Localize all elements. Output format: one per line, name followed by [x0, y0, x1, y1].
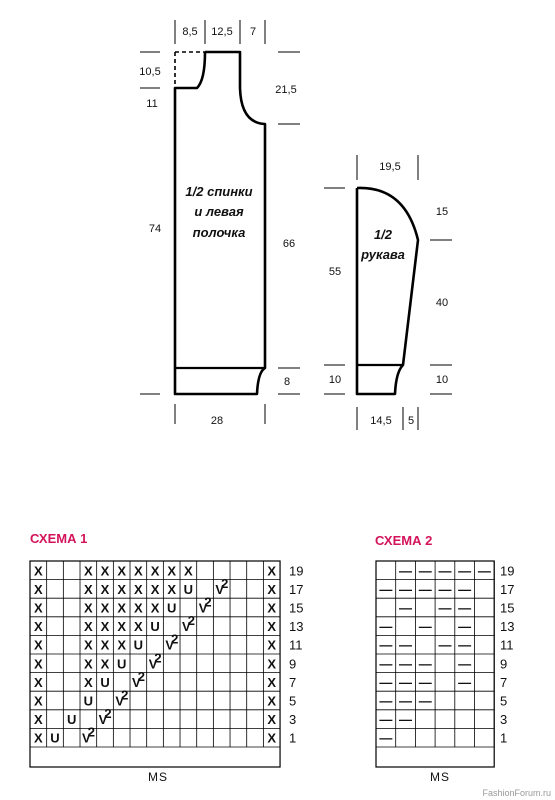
scheme1-row-number: 15: [289, 600, 304, 616]
scheme2-symbol: —: [379, 674, 393, 690]
sleeve-bottom-dim-1: 14,5: [370, 415, 392, 427]
scheme1-symbol: X: [117, 600, 127, 616]
scheme1-symbol: X: [100, 581, 110, 597]
sleeve-dim-left-bottom: 10: [328, 374, 342, 386]
scheme1-footer: MS: [148, 770, 168, 784]
scheme2-chart: [376, 561, 494, 767]
scheme1-symbol-sup: 2: [171, 631, 179, 647]
scheme1-symbol: X: [33, 563, 43, 579]
scheme1-symbol: X: [100, 600, 110, 616]
scheme1-symbol: X: [100, 656, 110, 672]
scheme1-symbol: X: [267, 563, 277, 579]
scheme1-symbol-double-v: V: [215, 581, 225, 597]
scheme1-symbol: U: [150, 619, 160, 635]
scheme1-symbol: X: [117, 637, 127, 653]
scheme1-row-number: 3: [289, 712, 297, 728]
scheme1-symbol: X: [33, 600, 43, 616]
scheme2-row-number: 5: [500, 693, 508, 709]
scheme1-symbol: X: [267, 693, 277, 709]
scheme1-symbol: X: [134, 563, 143, 579]
body-label-line-2: и левая: [194, 204, 244, 219]
body-top-dim-3: 7: [249, 26, 257, 38]
scheme1-row-number: 1: [289, 730, 297, 746]
scheme1-symbol: X: [150, 581, 160, 597]
scheme2-row-numbers: [500, 563, 514, 745]
scheme1-symbol: X: [84, 674, 93, 690]
scheme1-symbol: X: [167, 581, 177, 597]
scheme1-symbol: X: [267, 581, 277, 597]
scheme1-symbol-double-v: V: [198, 600, 208, 616]
scheme2-symbol: —: [438, 600, 452, 616]
body-dim-right-bottom: 8: [283, 376, 291, 388]
body-dim-right-top: 21,5: [275, 84, 297, 96]
body-label-line-1: 1/2 спинки: [185, 184, 253, 199]
scheme1-symbol: X: [267, 712, 277, 728]
scheme1-row-number: 7: [289, 674, 297, 690]
body-dim-right-main: 66: [282, 238, 296, 250]
scheme1-symbol: X: [267, 674, 277, 690]
scheme1-symbol: X: [33, 581, 43, 597]
scheme1-symbol: X: [84, 619, 93, 635]
scheme1-symbol: U: [116, 656, 127, 672]
scheme1-symbol: X: [117, 581, 127, 597]
scheme1-symbol: X: [84, 563, 93, 579]
body-dim-left-top: 10,5: [139, 66, 161, 78]
scheme1-symbol: X: [167, 563, 177, 579]
scheme1-symbol: X: [100, 563, 110, 579]
scheme1-row-number: 5: [289, 693, 297, 709]
scheme2-symbol: —: [399, 674, 413, 690]
body-dim-left-main: 74: [148, 223, 162, 235]
sleeve-label-line-2: рукава: [361, 247, 405, 262]
scheme1-symbol-sup: 2: [221, 575, 229, 591]
scheme2-title: СХЕМА 2: [375, 533, 433, 548]
scheme2-row-number: 3: [500, 712, 508, 728]
scheme2-row-number: 13: [500, 619, 515, 635]
sleeve-dim-right-top: 15: [435, 206, 449, 218]
scheme1-symbol: X: [134, 619, 143, 635]
scheme2-symbol: —: [458, 563, 472, 579]
scheme1-symbol-double-v: V: [115, 693, 125, 709]
scheme1-row-number: 9: [289, 656, 297, 672]
scheme1-symbol: X: [84, 656, 93, 672]
scheme1-symbol: U: [183, 581, 194, 597]
scheme2-symbol: —: [418, 563, 432, 579]
scheme1-symbol: U: [83, 693, 94, 709]
scheme2-symbol: —: [458, 656, 472, 672]
scheme2-symbol: —: [458, 619, 472, 635]
scheme2-symbol: —: [379, 730, 393, 746]
scheme2-row-number: 15: [500, 600, 515, 616]
scheme2-symbol: —: [458, 674, 472, 690]
scheme2-row-number: 11: [500, 637, 514, 653]
scheme1-symbol-double-v: V: [148, 656, 158, 672]
scheme2-symbol: —: [418, 619, 432, 635]
watermark: FashionForum.ru: [482, 788, 551, 798]
sleeve-label-line-1: 1/2: [373, 227, 393, 242]
scheme2-symbol: —: [418, 656, 432, 672]
body-label-line-3: полочка: [192, 225, 246, 240]
scheme1-symbol: X: [117, 563, 127, 579]
scheme1-symbol: X: [134, 581, 143, 597]
sleeve-dim-right-main: 40: [435, 297, 449, 309]
scheme2-row-number: 17: [500, 581, 515, 597]
scheme1-symbol-sup: 2: [121, 687, 129, 703]
scheme1-symbol: X: [267, 730, 277, 746]
scheme2-symbol: —: [379, 619, 393, 635]
scheme1-symbol: X: [150, 563, 160, 579]
scheme1-symbol: U: [166, 600, 177, 616]
scheme2-symbol: —: [399, 600, 413, 616]
scheme1-symbol: X: [184, 563, 193, 579]
scheme2-symbol: —: [399, 581, 413, 597]
sleeve-piece: [324, 155, 452, 430]
scheme1-symbol-double-v: V: [132, 674, 141, 690]
body-top-dim-2: 12,5: [211, 26, 233, 38]
scheme2-symbol: —: [379, 712, 393, 728]
scheme2-symbol: —: [438, 563, 452, 579]
sleeve-dimensions: [329, 161, 448, 427]
scheme1-symbol: X: [84, 637, 93, 653]
body-dim-left-mid: 11: [146, 98, 158, 110]
sleeve-bottom-dim-2: 5: [407, 415, 415, 427]
scheme2-symbol: —: [379, 693, 393, 709]
scheme1-symbol-double-v: V: [182, 619, 191, 635]
scheme1-symbol: X: [267, 637, 277, 653]
scheme1-symbol: X: [33, 693, 43, 709]
scheme2-symbol: —: [458, 581, 472, 597]
scheme1-row-number: 13: [289, 619, 304, 635]
scheme1-symbol: X: [267, 619, 277, 635]
scheme1-symbol-sup: 2: [204, 594, 212, 610]
scheme2-row-number: 7: [500, 674, 508, 690]
scheme2-symbol: —: [399, 693, 413, 709]
scheme1-symbol: X: [33, 730, 43, 746]
scheme2-symbol: —: [438, 581, 452, 597]
scheme1-symbol-sup: 2: [104, 706, 112, 722]
scheme1-symbol-double-v: V: [98, 712, 108, 728]
scheme1-symbol: X: [117, 619, 127, 635]
body-dim-bottom: 28: [210, 415, 224, 427]
scheme1-row-number: 19: [289, 563, 304, 579]
scheme2-footer: MS: [430, 770, 450, 784]
scheme1-symbol: U: [50, 730, 60, 746]
scheme1-symbol: X: [134, 600, 143, 616]
scheme2-symbol: —: [418, 693, 432, 709]
scheme1-symbol: X: [150, 600, 160, 616]
scheme2-row-number: 1: [500, 730, 508, 746]
scheme2-symbol: —: [399, 563, 413, 579]
scheme2-symbol: —: [418, 674, 432, 690]
scheme1-symbol-sup: 2: [137, 668, 145, 684]
scheme1-symbol: U: [133, 637, 144, 653]
scheme2-symbol: —: [399, 712, 413, 728]
scheme2-symbol: —: [399, 656, 413, 672]
scheme2-symbol: —: [379, 656, 393, 672]
scheme1-symbol: X: [33, 656, 43, 672]
scheme2-symbol: —: [458, 637, 472, 653]
scheme2-symbol: —: [379, 637, 393, 653]
scheme2-row-number: 19: [500, 563, 515, 579]
scheme1-symbol: X: [33, 712, 43, 728]
scheme1-symbol: U: [100, 674, 110, 690]
scheme2-symbol: —: [418, 581, 432, 597]
scheme1-symbol-sup: 2: [154, 650, 162, 666]
sleeve-dim-top: 19,5: [379, 161, 401, 173]
scheme1-symbol-double-v: V: [165, 637, 175, 653]
scheme1-row-number: 11: [289, 637, 303, 653]
sleeve-dim-left-main: 55: [328, 266, 342, 278]
scheme1-symbol-sup: 2: [87, 724, 95, 740]
scheme1-title: СХЕМА 1: [30, 531, 88, 546]
scheme2-symbol: —: [458, 600, 472, 616]
scheme2-symbol: —: [399, 637, 413, 653]
sleeve-dim-right-bottom: 10: [435, 374, 449, 386]
scheme1-symbol: X: [100, 619, 110, 635]
body-top-dim-1: 8,5: [182, 26, 198, 38]
scheme1-symbol: U: [66, 712, 77, 728]
scheme1-row-numbers: [289, 563, 303, 745]
scheme1-symbol-double-v: V: [82, 730, 91, 746]
sleeve-label: [360, 227, 405, 262]
scheme1-symbol: X: [100, 637, 110, 653]
scheme1-chart: [30, 561, 280, 767]
scheme1-symbol: X: [33, 619, 43, 635]
body-piece: [140, 20, 300, 424]
scheme2-symbol: —: [379, 581, 393, 597]
body-label: [185, 184, 252, 240]
scheme2-symbol: —: [477, 563, 491, 579]
scheme1-symbol: X: [267, 600, 277, 616]
scheme1-symbol: X: [267, 656, 277, 672]
scheme1-row-number: 17: [289, 581, 304, 597]
scheme2-symbol: —: [438, 637, 452, 653]
scheme2-row-number: 9: [500, 656, 508, 672]
scheme1-symbol-sup: 2: [187, 613, 195, 629]
scheme1-symbol: X: [84, 600, 93, 616]
scheme1-symbol: X: [33, 637, 43, 653]
scheme1-symbol: X: [33, 674, 43, 690]
scheme1-symbol: X: [84, 581, 93, 597]
